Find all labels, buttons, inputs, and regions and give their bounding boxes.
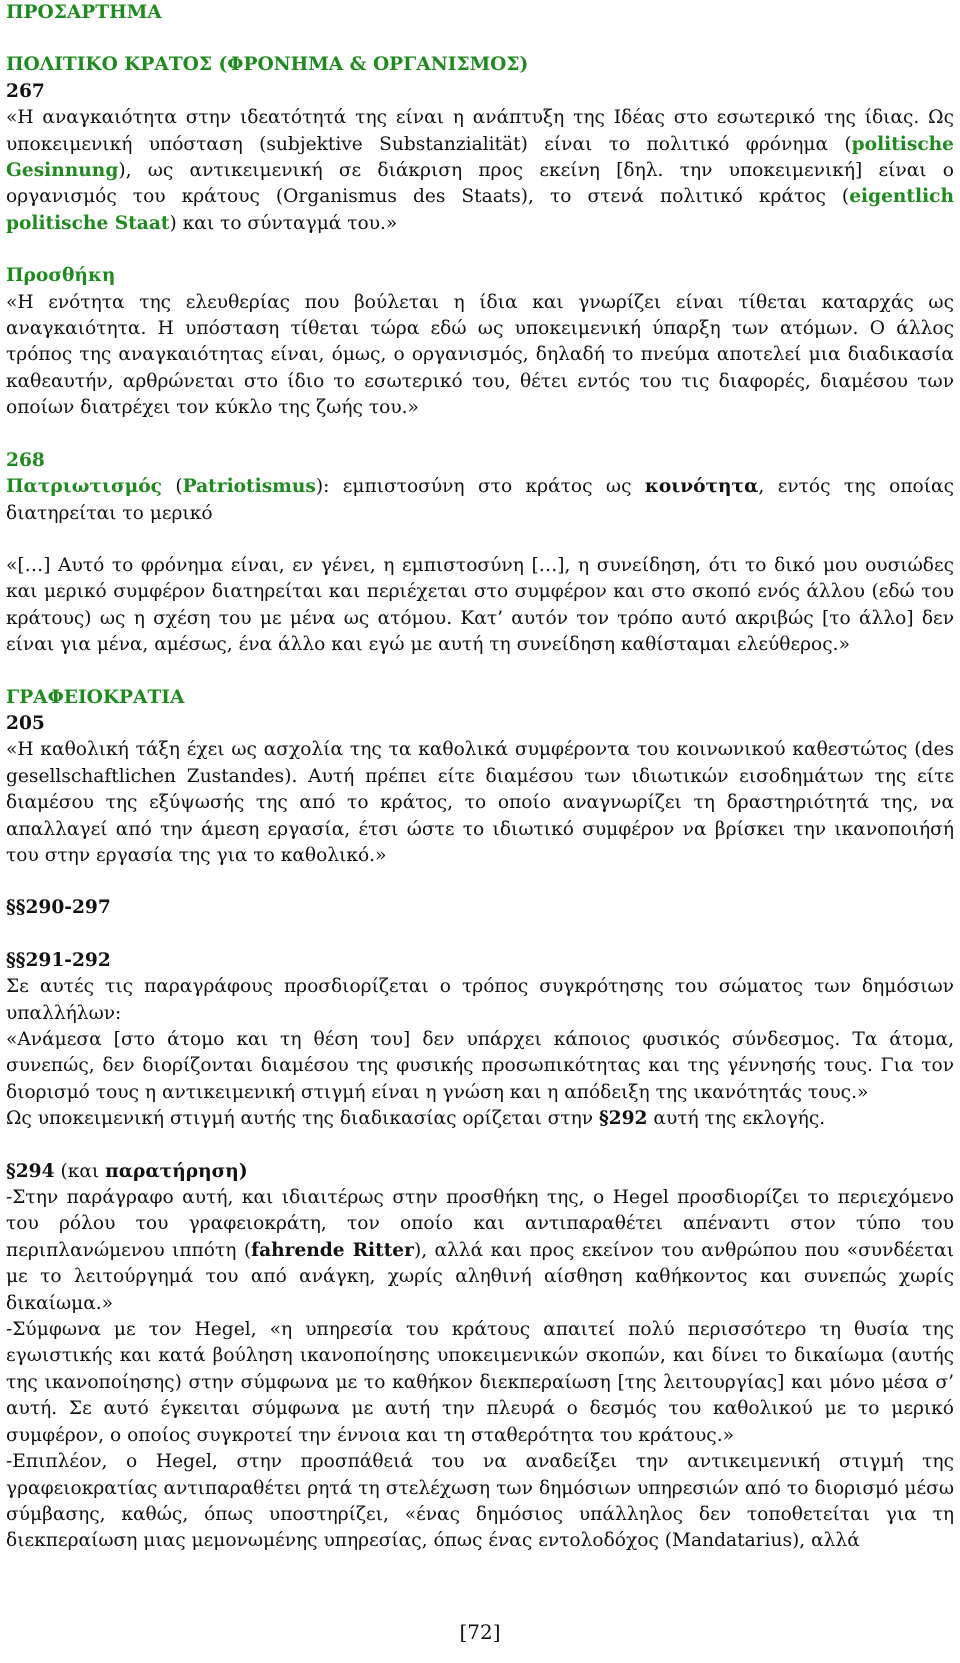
- paragraph-267-text: «Η αναγκαιότητα στην ιδεατότητά της είναι η ανάπτυξη της Ιδέας στο εσωτερικό της ίδιας. Ως υποκειμενική υπόσταση (subjektive Substanzialität) είναι το πολιτικό φρόνημα (politische Gesinnung), ως αντικειμενική σε διάκριση προς εκείνη [δηλ. την υποκειμενική] είναι ο οργανισμός του κράτους (Organismus des Staats), το στενά πολιτικό κράτος (eigentlich politische Staat) και το σύνταγμά του.»: [6, 107, 954, 234]
- appendix-title: ΠΡΟΣΑΡΤΗΜΑ: [6, 2, 162, 23]
- addition-label: Προσθήκη: [6, 265, 116, 287]
- term-patriotismos: Πατριωτισμός: [6, 476, 162, 498]
- spacer: [6, 659, 954, 685]
- paragraph-268-quote: «[…] Αυτό το φρόνημα είναι, εν γένει, η εμπιστοσύνη […], η συνείδηση, ότι το δικό μου ουσιώδες και μερικό συμφέρον διατηρείται και περιέχεται στο συμφέρον και στο σκοπό ενός άλλου (εδώ του κράτους) ως η σχέση του με μένα ως ατόμου. Κατ’ αυτόν τον τρόπο αυτό ακριβώς [το άλλο] δεν είναι για μένα, αμέσως, ένα άλλο και εγώ με αυτή τη συνείδηση καθίσταμαι ελεύθερος.»: [6, 554, 954, 656]
- paragraph-294-bullet-1: -Στην παράγραφο αυτή, και ιδιαιτέρως στην προσθήκη της, ο Hegel προσδιορίζει το περιεχόμενο του ρόλου του γραφειοκράτη, τον οποίο και αντιπαραθέτει απέναντι στον τύπο του περιπλανώμενου ιππότη (fahrende Ritter), αλλά και προς εκείνον του ανθρώπου που «συνδέεται με το λειτούργημά του από ανάγκη, χωρίς αληθινή αίσθηση καθήκοντος και συνεπώς χωρίς δικαίωμα.»: [6, 1187, 954, 1314]
- section-heading-bureaucracy: ΓΡΑΦΕΙΟΚΡΑΤΙΑ: [6, 686, 185, 708]
- paragraph-268-text: Πατριωτισμός (Patriotismus): εμπιστοσύνη στο κράτος ως κοινότητα, εντός της οποίας διατηρείται το μερικό: [6, 476, 955, 524]
- paragraph-205-text: «Η καθολική τάξη έχει ως ασχολία της τα καθολικά συμφέροντα του κοινωνικού καθεστώτος (des gesellschaftlichen Zustandes). Αυτή πρέπει είτε διαμέσου των ιδιωτικών εισοδημάτων της είτε διαμέσου της εξύψωσής της από το κράτος, το οποίο αναγνωρίζει τη δραστηριότητά της, να απαλλαγεί από την άμεση εργασία, έτσι ώστε το ιδιωτικό συμφέρον να βρίσκει την ικανοποιήσή του στην εργασία της για το καθολικό.»: [6, 739, 954, 866]
- paragraph-range-291-292: §§291-292: [6, 949, 111, 971]
- spacer: [6, 869, 954, 895]
- spacer: [6, 26, 954, 52]
- term-eigentlich-politische-staat: eigentlich politische Staat: [6, 186, 954, 234]
- term-patriotismus: Patriotismus: [182, 476, 316, 498]
- spacer: [6, 922, 954, 948]
- paragraph-range-290-297: §§290-297: [6, 897, 111, 919]
- paragraph-number-268: 268: [6, 449, 45, 471]
- spacer: [6, 237, 954, 263]
- paragraph-291-intro: Σε αυτές τις παραγράφους προσδιορίζεται ο τρόπος συγκρότησης του σώματος των δημόσιων υπαλλήλων:: [6, 976, 954, 1024]
- spacer: [6, 422, 954, 448]
- page-number: [72]: [459, 1620, 501, 1644]
- term-koinotita: κοινότητα: [644, 476, 759, 498]
- paragraph-number-205: 205: [6, 712, 45, 734]
- term-politische-gesinnung: politische Gesinnung: [6, 133, 954, 182]
- term-fahrende-ritter: fahrende Ritter: [251, 1239, 414, 1261]
- paragraph-294-bullet-3: -Επιπλέον, ο Hegel, στην προσπάθειά του να αναδείξει την αντικειμενική στιγμή της γραφειοκρατίας αντιπαραθέτει ρητά τη στελέχωση των δημόσιων υπηρεσιών από το διορισμό μέσω σύμβασης, καθώς, όπως υποστηρίζει, «ένας δημόσιος υπάλληλος δεν τοποθετείται για τη διεκπεραίωση μιας μεμονωμένης υπηρεσίας, όπως ένας εντολοδόχος (Mandatarius), αλλά: [6, 1451, 954, 1552]
- paragraph-heading-294: §294 (και παρατήρηση): [6, 1160, 248, 1182]
- addition-text: «Η ενότητα της ελευθερίας που βούλεται η ίδια και γνωρίζει είναι τίθεται καταρχάς ως αναγκαιότητα. Η υπόσταση τίθεται τώρα εδώ ως υποκειμενική ύπαρξη των ατόμων. Ο άλλος τρόπος της αναγκαιότητας είναι, όμως, ο οργανισμός, δηλαδή το πνεύμα αποτελεί μια διαδικασία καθεαυτήν, αρθρώνεται στο ίδιο το εσωτερικό του, θέτει εντός του τις διαφορές, διαμέσου των οποίων διατρέχει τον κύκλο της ζωής του.»: [6, 291, 954, 419]
- paragraph-number-267: 267: [6, 80, 45, 102]
- spacer: [6, 527, 954, 553]
- paragraph-291-quote: «Ανάμεσα [στο άτομο και τη θέση του] δεν υπάρχει κάποιος φυσικός σύνδεσμος. Τα άτομα, συνεπώς, δεν διορίζονται διαμέσου της φυσικής προσωπικότητας και της γέννησής τους. Για τον διορισμό τους η αντικειμενική στιγμή είναι η γνώση και η απόδειξη της ικανότητάς τους.»: [6, 1029, 954, 1103]
- spacer: [6, 1133, 954, 1159]
- paragraph-292-note: Ως υποκειμενική στιγμή αυτής της διαδικασίας ορίζεται στην §292 αυτή της εκλογής.: [6, 1108, 826, 1130]
- reference-292: §292: [598, 1108, 648, 1130]
- paragraph-294-bullet-2: -Σύμφωνα με τον Hegel, «η υπηρεσία του κράτους απαιτεί πολύ περισσότερο τη θυσία της εγωιστικής και κατά βούληση ικανοποίησης υποκειμενικών σκοπών, και δίνει το δικαίωμα (αυτής της ικανοποίησης) στην σύμφωνα με το καθήκον διεκπεραίωση [της λειτουργίας] και μόνο μέσα σ’ αυτή. Σε αυτό έγκειται σύμφωνα με αυτή την πλευρά ο δεσμός του καθολικού με το μερικό συμφέρον, ο οποίος συγκροτεί την έννοια και τη σταθερότητα του κράτους.»: [6, 1319, 954, 1446]
- section-heading-political-state: ΠΟΛΙΤΙΚΟ ΚΡΑΤΟΣ (ΦΡΟΝΗΜΑ & ΟΡΓΑΝΙΣΜΟΣ): [6, 54, 529, 76]
